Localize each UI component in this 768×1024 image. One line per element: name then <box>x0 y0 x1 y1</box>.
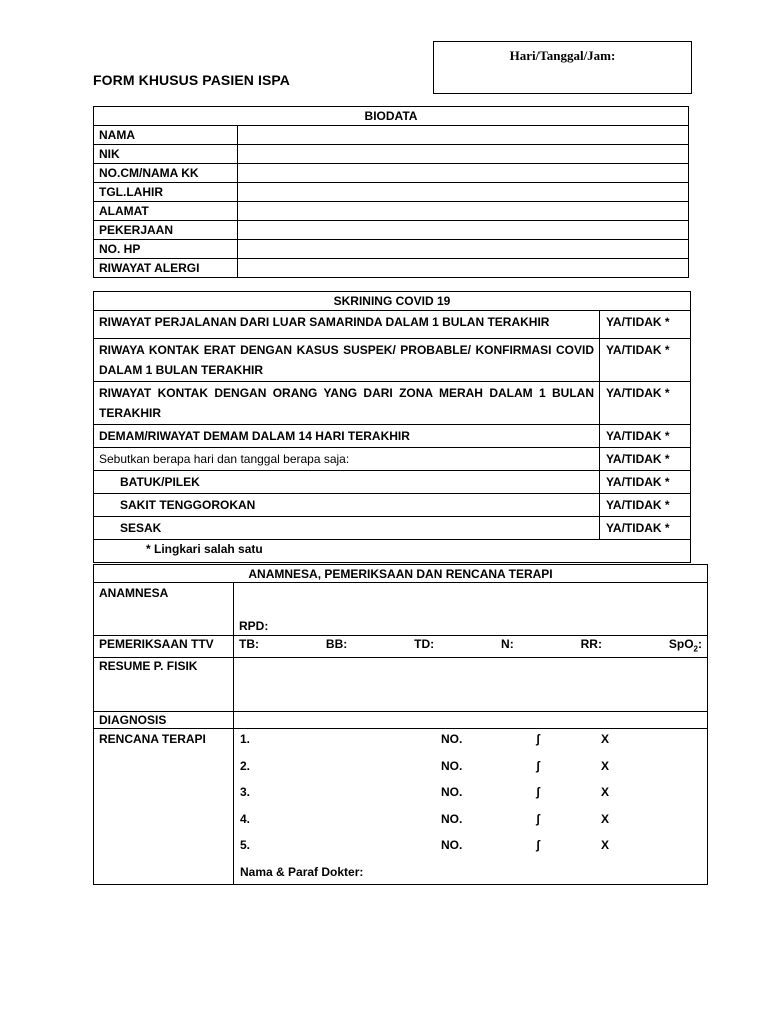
biodata-label-alergi: RIWAYAT ALERGI <box>94 259 238 278</box>
date-time-label: Hari/Tanggal/Jam: <box>509 48 616 63</box>
screening-answer[interactable]: YA/TIDAK * <box>600 339 691 382</box>
screening-answer[interactable]: YA/TIDAK * <box>600 517 691 540</box>
biodata-label-no-hp: NO. HP <box>94 240 238 259</box>
resume-label: RESUME P. FISIK <box>94 658 234 712</box>
anamnesa-table <box>93 564 708 885</box>
therapy-line: 5. NO. ʃ X <box>240 838 610 853</box>
ttv-td: TD: <box>414 637 435 651</box>
biodata-field-no-hp[interactable] <box>238 240 689 259</box>
symptoms-prompt: Sebutkan berapa hari dan tanggal berapa saja: <box>94 448 600 471</box>
ttv-rr: RR: <box>580 637 602 651</box>
biodata-label-nocm: NO.CM/NAMA KK <box>94 164 238 183</box>
resume-field[interactable] <box>234 658 708 712</box>
biodata-field-pekerjaan[interactable] <box>238 221 689 240</box>
symptom-label: SESAK <box>94 517 600 540</box>
doctor-signature-label: Nama & Paraf Dokter: <box>240 864 364 879</box>
biodata-field-nama[interactable] <box>238 126 689 145</box>
anamnesa-heading: ANAMNESA, PEMERIKSAAN DAN RENCANA TERAPI <box>94 565 708 583</box>
symptom-label: BATUK/PILEK <box>94 471 600 494</box>
biodata-table <box>93 106 689 278</box>
covid-screening-table <box>93 291 691 563</box>
screening-heading: SKRINING COVID 19 <box>94 292 691 311</box>
therapy-label: RENCANA TERAPI <box>94 729 234 885</box>
biodata-field-alergi[interactable] <box>238 259 689 278</box>
rpd-label: RPD: <box>239 619 269 633</box>
ttv-tb: TB: <box>239 637 259 651</box>
screening-answer[interactable]: YA/TIDAK * <box>600 448 691 471</box>
biodata-field-nik[interactable] <box>238 145 689 164</box>
screening-question: RIWAYA KONTAK ERAT DENGAN KASUS SUSPEK/ PROBABLE/ KONFIRMASI COVID DALAM 1 BULAN TERAKHIR <box>94 339 600 382</box>
biodata-label-tgl-lahir: TGL.LAHIR <box>94 183 238 202</box>
anamnesa-label: ANAMNESA <box>94 583 234 636</box>
therapy-line: 1. NO. ʃ X <box>240 732 610 747</box>
screening-question: RIWAYAT PERJALANAN DARI LUAR SAMARINDA DALAM 1 BULAN TERAKHIR <box>94 311 600 339</box>
ttv-n: N: <box>501 637 514 651</box>
anamnesa-field[interactable] <box>234 583 708 636</box>
therapy-line: 3. NO. ʃ X <box>240 785 610 800</box>
therapy-field[interactable] <box>234 729 708 885</box>
screening-note: * Lingkari salah satu <box>94 540 691 563</box>
biodata-field-alamat[interactable] <box>238 202 689 221</box>
screening-answer[interactable]: YA/TIDAK * <box>600 382 691 425</box>
symptom-label: SAKIT TENGGOROKAN <box>94 494 600 517</box>
biodata-field-nocm[interactable] <box>238 164 689 183</box>
diagnosis-field[interactable] <box>234 712 708 729</box>
biodata-label-pekerjaan: PEKERJAAN <box>94 221 238 240</box>
screening-question: DEMAM/RIWAYAT DEMAM DALAM 14 HARI TERAKHIR <box>94 425 600 448</box>
ttv-label: PEMERIKSAAN TTV <box>94 636 234 658</box>
biodata-label-nama: NAMA <box>94 126 238 145</box>
therapy-line: 2. NO. ʃ X <box>240 758 610 773</box>
ttv-bb: BB: <box>325 637 348 651</box>
therapy-line: 4. NO. ʃ X <box>240 811 610 826</box>
biodata-label-nik: NIK <box>94 145 238 164</box>
date-time-box[interactable] <box>433 41 692 94</box>
biodata-field-tgl-lahir[interactable] <box>238 183 689 202</box>
screening-answer[interactable]: YA/TIDAK * <box>600 494 691 517</box>
ttv-field[interactable] <box>234 636 708 658</box>
diagnosis-label: DIAGNOSIS <box>94 712 234 729</box>
screening-answer[interactable]: YA/TIDAK * <box>600 425 691 448</box>
screening-question: RIWAYAT KONTAK DENGAN ORANG YANG DARI ZONA MERAH DALAM 1 BULAN TERAKHIR <box>94 382 600 425</box>
form-title: FORM KHUSUS PASIEN ISPA <box>93 72 291 88</box>
ttv-spo2: SpO$_2$: <box>668 637 702 654</box>
biodata-heading: BIODATA <box>94 107 689 126</box>
screening-answer[interactable]: YA/TIDAK * <box>600 471 691 494</box>
screening-answer[interactable]: YA/TIDAK * <box>600 311 691 339</box>
biodata-label-alamat: ALAMAT <box>94 202 238 221</box>
